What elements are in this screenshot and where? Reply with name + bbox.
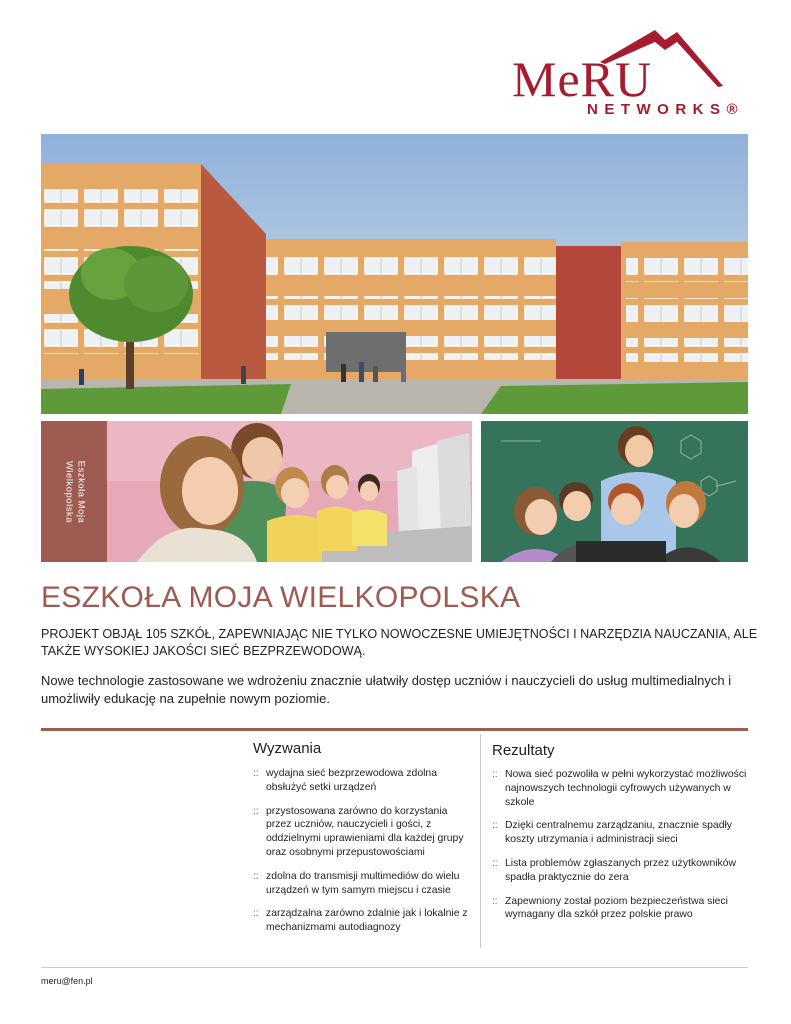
bullet-icon: ::: [253, 805, 259, 817]
list-item: :: Zapewniony został poziom bezpieczeństwa sieci wymagany dla szkół przez polskie prawo: [492, 895, 728, 921]
side-tile-line2: Wielkopolska: [63, 460, 74, 523]
list-item: :: Dzięki centralnemu zarządzaniu, znacznie spadły koszty utrzymania i administracji sieci: [492, 820, 732, 846]
column-divider: [480, 734, 481, 948]
section-divider: [41, 728, 748, 731]
bullet-icon: ::: [492, 820, 498, 832]
list-item: :: zarządzalna zarówno zdalnie jak i lokalnie z mechanizmami autodiagnozy: [253, 908, 468, 934]
rezultaty-list: [492, 768, 748, 932]
students-computers-photo: [107, 421, 472, 562]
footer-email-link[interactable]: meru@fen.pl: [41, 976, 93, 986]
side-tile-line1: Eszkoła Moja: [75, 460, 86, 523]
list-item: :: zdolna do transmisji multimediów do wielu urządzeń w tym samym miejscu i czasie: [253, 870, 460, 896]
page-title: ESZKOŁA MOJA WIELKOPOLSKA: [41, 581, 521, 614]
lead-paragraph: PROJEKT OBJĄŁ 105 SZKÓŁ, ZAPEWNIAJĄC NIE TYLKO NOWOCZESNE UMIEJĘTNOŚCI I NARZĘDZIA NAUCZANIA, ALE TAKŻE WYSOKIEJ JAKOŚCI SIEĆ BEZPRZEWODOWĄ.: [41, 627, 758, 658]
wyzwania-heading: Wyzwania: [253, 740, 322, 757]
bullet-icon: ::: [253, 908, 259, 920]
list-item: :: Lista problemów zgłaszanych przez użytkowników spadła praktycznie do zera: [492, 857, 737, 883]
list-item: :: wydajna sieć bezprzewodowa zdolna obsłużyć setki urządzeń: [253, 768, 437, 793]
footer-divider: [41, 967, 748, 968]
bullet-icon: ::: [253, 870, 259, 882]
bullet-icon: ::: [492, 857, 498, 869]
wyzwania-list: [253, 767, 475, 945]
bullet-icon: ::: [492, 769, 498, 780]
list-item: :: Nowa sieć pozwoliła w pełni wykorzystać możliwości najnowszych technologii cyfrowych używanych w szkole: [492, 769, 747, 808]
bullet-icon: ::: [253, 768, 259, 779]
classroom-chalkboard-photo: [481, 421, 748, 562]
side-tile-caption: [41, 421, 107, 562]
list-item: :: przystosowana zarówno do korzystania przez uczniów, nauczycieli i gości, z oddzielnymi uprawieniami dla każdej grupy oraz osobnymi przepustowościami: [253, 805, 464, 858]
bullet-icon: ::: [492, 895, 498, 907]
hero-school-photo: [41, 134, 748, 414]
intro-paragraph: Nowe technologie zastosowane we wdrożeniu znacznie ułatwiły dostęp uczniów i nauczycieli do usług multimedialnych i umożliwiły edukację na zupełnie nowym poziomie.: [41, 673, 732, 706]
logo-subtitle: NETWORKS®: [587, 101, 745, 118]
rezultaty-heading: Rezultaty: [492, 742, 555, 759]
logo-wordmark: MeRU: [512, 51, 653, 107]
